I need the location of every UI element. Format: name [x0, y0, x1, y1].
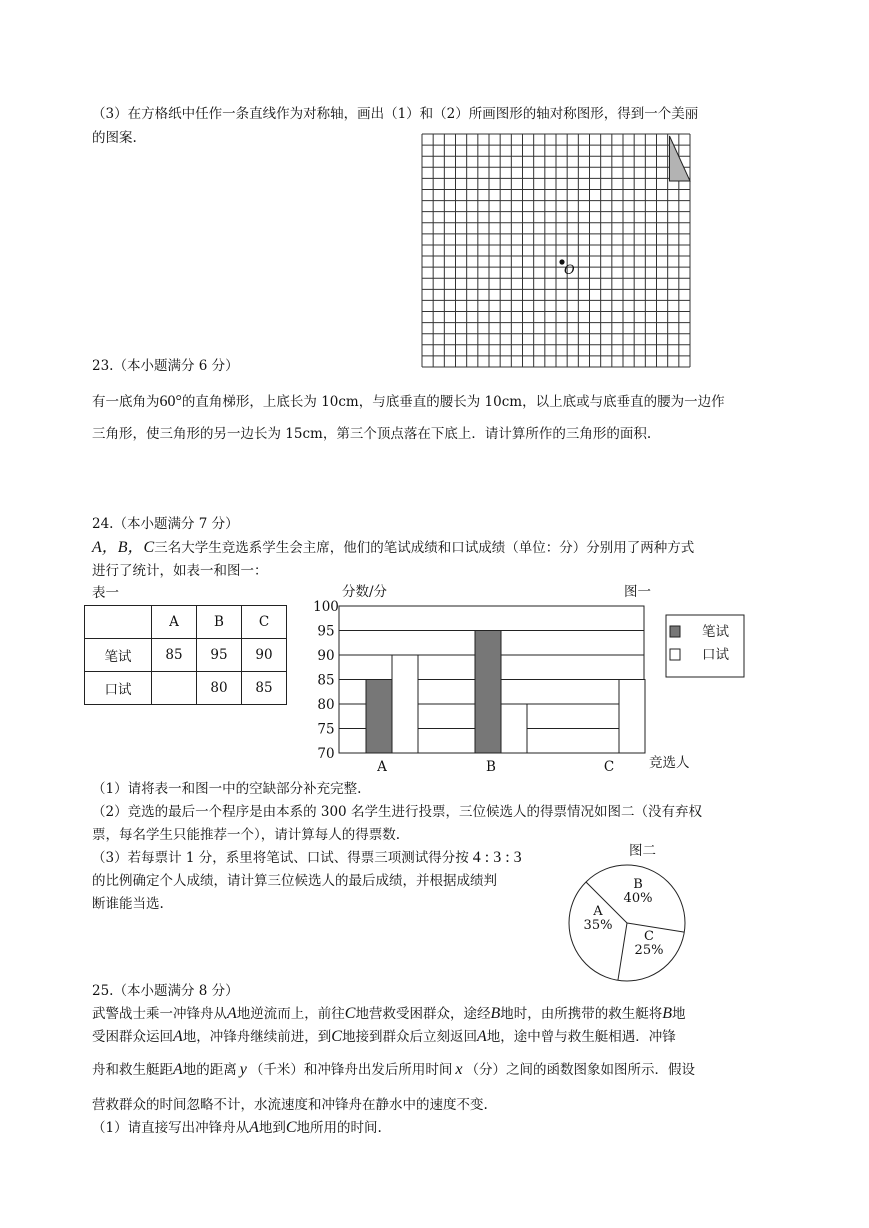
var-a: A [173, 1028, 183, 1045]
q25-text: 武警战士乘一冲锋舟从 [92, 1006, 227, 1022]
q25-text: （千米）和冲锋舟出发后所用时间 [249, 1062, 453, 1078]
bar-oral-a [392, 655, 418, 753]
table-title: 表一 [92, 585, 119, 601]
bar-written-b [475, 631, 501, 754]
var-c: C [344, 1005, 356, 1022]
table-header-cell: A [152, 606, 197, 639]
var-c: C [285, 1119, 297, 1136]
q22-part3-line2: 的图案. [92, 130, 137, 146]
q25-text: 地所用的时间. [296, 1120, 382, 1136]
q23-angle: 60° [159, 393, 182, 410]
x-tick-label: C [603, 759, 615, 775]
pie-value-label: 25% [634, 943, 664, 958]
table-header-cell: C [242, 606, 287, 639]
x-tick-label: B [486, 759, 496, 775]
y-tick-label: 90 [317, 648, 335, 664]
var-a: A [249, 1119, 259, 1136]
q22-part3-line1: （3）在方格纸中任作一条直线作为对称轴，画出（1）和（2）所画图形的轴对称图形，得到一个美丽 [92, 106, 699, 122]
var-a: A [173, 1061, 183, 1078]
table-header-cell [85, 606, 152, 639]
q24-intro-line2: 进行了统计，如表一和图一： [92, 563, 268, 579]
q23-header: 23.（本小题满分 6 分） [92, 358, 239, 374]
y-tick-label: 95 [317, 623, 335, 640]
q25-text: 地逆流而上，前往 [236, 1006, 345, 1022]
table-cell: 口试 [85, 672, 152, 705]
q24-names: A，B，C [92, 539, 155, 556]
q24-part3-line3: 断谁能当选. [92, 896, 164, 912]
q25-text: 地到 [258, 1120, 286, 1136]
q25-text: 受困群众运回 [92, 1029, 173, 1045]
center-point-label: O [564, 263, 575, 278]
bar-oral-c [619, 680, 645, 754]
table-header-cell: B [197, 606, 242, 639]
y-tick-label: 75 [317, 721, 335, 738]
q25-line4: 营救群众的时间忽略不计，水流速度和冲锋舟在静水中的速度不变. [92, 1097, 488, 1113]
legend-label: 口试 [702, 647, 729, 663]
table-row [85, 672, 287, 705]
q25-text: 地，途中曾与救生艇相遇．冲锋 [486, 1029, 676, 1045]
q25-text: 地时，由所携带的救生艇将 [500, 1006, 663, 1022]
var-b: B [662, 1005, 673, 1022]
table-row [85, 639, 287, 672]
q25-text: 地的距离 [182, 1062, 237, 1078]
q24-intro-line1 [92, 538, 694, 558]
q25-line2 [92, 1027, 676, 1047]
pie-label: C [644, 929, 654, 944]
bar-chart [300, 582, 729, 775]
q24-part2-line2: 票，每名学生只能推荐一个），请计算每人的得票数. [92, 827, 401, 843]
table-cell [152, 672, 197, 705]
y-tick-label: 80 [317, 697, 335, 713]
grid-paper [421, 133, 691, 368]
q24-part3-line1 [92, 848, 522, 868]
y-tick-label: 100 [313, 599, 339, 615]
score-table [84, 605, 287, 705]
y-tick-label: 70 [317, 746, 335, 762]
table-cell: 95 [197, 639, 242, 672]
q25-line3 [92, 1060, 695, 1080]
q25-part1 [92, 1118, 382, 1138]
q24-part3-line2: 的比例确定个人成绩，请计算三位候选人的最后成绩，并根据成绩判 [92, 873, 497, 889]
q24-part3-line1-a: （3）若每票计 1 分，系里将笔试、口试、得票三项测试得分按 [92, 850, 469, 866]
legend-swatch [670, 626, 680, 637]
bar-written-a [366, 680, 392, 754]
q25-text: （1）请直接写出冲锋舟从 [92, 1120, 250, 1136]
pie-value-label: 40% [623, 891, 653, 906]
q25-text: 地，冲锋舟继续前进，到 [182, 1029, 332, 1045]
q24-ratio: 4 : 3 : 3 [472, 849, 522, 866]
legend-swatch [670, 649, 680, 660]
table-cell: 80 [197, 672, 242, 705]
q24-part2-line1: （2）竞选的最后一个程序是由本系的 300 名学生进行投票，三位候选人的得票情况如图二（没有弃权 [92, 804, 702, 820]
q23-line1-b: 的直角梯形，上底长为 10cm，与底垂直的腰长为 10cm，以上底或与底垂直的腰为一边作 [181, 394, 725, 410]
var-a: A [476, 1028, 487, 1045]
gray-triangle [670, 136, 691, 181]
q25-text: 地营救受困群众，途经 [355, 1006, 491, 1022]
q24-intro-rest: 三名大学生竞选系学生会主席，他们的笔试成绩和口试成绩（单位：分）分别用了两种方式 [154, 540, 695, 556]
q23-line1-a: 有一底角为 [92, 394, 160, 410]
bar-oral-b [501, 704, 527, 753]
var-x: x [455, 1061, 463, 1078]
var-a: A [227, 1005, 237, 1022]
var-b: B [490, 1005, 501, 1022]
q24-header: 24.（本小题满分 7 分） [92, 516, 239, 532]
q23-line1 [92, 392, 725, 412]
chart-title: 图一 [624, 584, 651, 600]
x-tick-label: A [377, 759, 387, 775]
table-cell: 90 [242, 639, 287, 672]
var-c: C [331, 1028, 342, 1045]
chart-ylabel: 分数/分 [342, 584, 388, 600]
y-tick-label: 85 [317, 672, 335, 689]
q25-text: （分）之间的函数图象如图所示．假设 [465, 1062, 695, 1078]
q25-text: 地接到群众后立刻返回 [341, 1029, 477, 1045]
table-cell: 85 [152, 639, 197, 672]
var-y: y [239, 1061, 247, 1078]
legend-label: 笔试 [702, 624, 729, 640]
pie-label: B [633, 877, 643, 892]
q25-header: 25.（本小题满分 8 分） [92, 983, 239, 999]
pie-label: A [593, 904, 603, 919]
q25-line1 [92, 1004, 686, 1024]
q23-line2: 三角形，使三角形的另一边长为 15cm，第三个顶点落在下底上．请计算所作的三角形的面积. [92, 426, 652, 442]
table-cell: 85 [242, 672, 287, 705]
table-header-row [85, 606, 287, 639]
pie-chart [560, 838, 700, 988]
q25-text: 地 [672, 1006, 686, 1022]
pie-value-label: 35% [583, 918, 613, 933]
pie-title: 图二 [629, 843, 656, 859]
q25-text: 舟和救生艇距 [92, 1062, 173, 1078]
q24-part1: （1）请将表一和图一中的空缺部分补充完整. [92, 781, 362, 797]
table-cell: 笔试 [85, 639, 152, 672]
chart-xlabel: 竞选人 [649, 755, 690, 771]
